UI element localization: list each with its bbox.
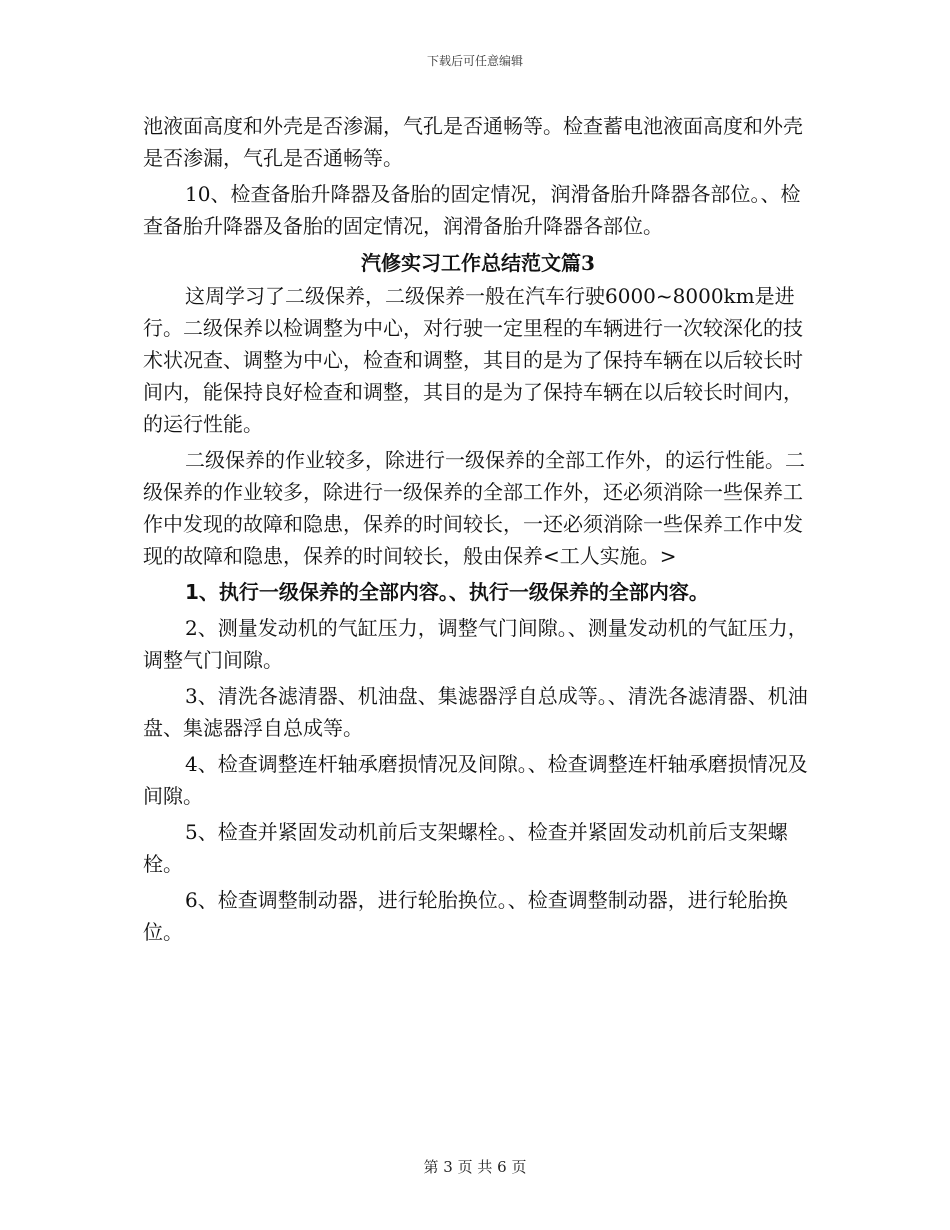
document-body <box>143 110 813 952</box>
list-item-5: 5、检查并紧固发动机前后支架螺栓。、检查并紧固发动机前后支架螺栓。 <box>143 820 788 876</box>
list-item-4: 4、检查调整连杆轴承磨损情况及间隙。、检查调整连杆轴承磨损情况及间隙。 <box>143 752 808 808</box>
section-heading: 汽修实习工作总结范文篇3 <box>361 251 595 275</box>
list-item-2: 2、测量发动机的气缸压力，调整气门间隙。、测量发动机的气缸压力，调整气门间隙。 <box>143 616 808 672</box>
paragraph-battery-check: 池液面高度和外壳是否渗漏，气孔是否通畅等。检查蓄电池液面高度和外壳是否渗漏，气孔是否通畅等。 <box>143 114 803 170</box>
page-number: 第 3 页 共 6 页 <box>423 1158 527 1176</box>
paragraph-second-maintenance-work: 二级保养的作业较多，除进行一级保养的全部工作外，的运行性能。二级保养的作业较多，除进行一级保养的全部工作外，还必须消除一些保养工作中发现的故障和隐患，保养的时间较长，一还必须消除一些保养工作中发现的故障和隐患，保养的时间较长，般由保养<工人实施。> <box>143 448 805 568</box>
page-header-note: 下载后可任意编辑 <box>426 54 523 68</box>
paragraph-second-maintenance-intro: 这周学习了二级保养，二级保养一般在汽车行驶6000~8000km是进行。二级保养以检调整为中心，对行驶一定里程的车辆进行一次较深化的技术状况查、调整为中心，检查和调整，其目的是为了保持车辆在以后较长时间内，能保持良好检查和调整，其目的是为了保持车辆在以后较长时间内，的运行性能。 <box>143 284 803 436</box>
list-item-3: 3、清洗各滤清器、机油盘、集滤器浮自总成等。、清洗各滤清器、机油盘、集滤器浮自总成等。 <box>143 684 808 740</box>
list-item-6: 6、检查调整制动器，进行轮胎换位。、检查调整制动器，进行轮胎换位。 <box>143 888 788 944</box>
list-item-1: 1、执行一级保养的全部内容。、执行一级保养的全部内容。 <box>185 580 709 604</box>
paragraph-item-10: 10、检查备胎升降器及备胎的固定情况，润滑备胎升降器各部位。、检查备胎升降器及备胎的固定情况，润滑备胎升降器各部位。 <box>143 182 801 238</box>
